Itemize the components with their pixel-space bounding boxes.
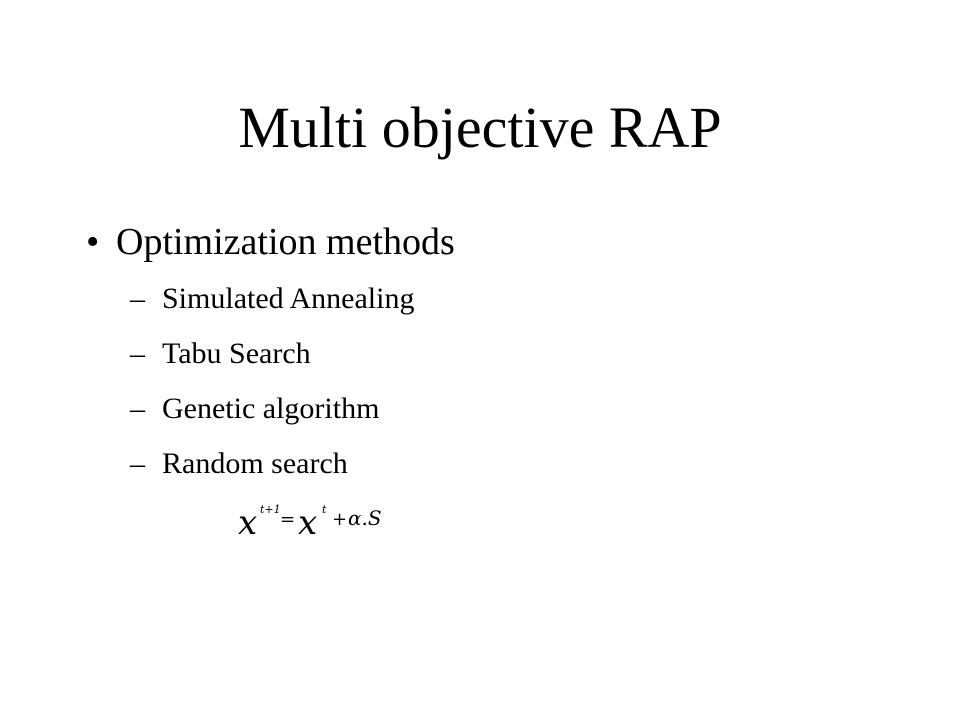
list-item-random-search xyxy=(130,445,414,482)
list-item-tabu-search xyxy=(130,335,414,372)
formula-step-term: α.S xyxy=(348,506,382,530)
list-item-label: Random search xyxy=(162,447,348,480)
formula-rhs-base: x xyxy=(298,503,318,542)
list-item-simulated-annealing xyxy=(130,280,414,317)
formula-plus: + xyxy=(332,509,348,530)
dash-marker: – xyxy=(130,447,145,480)
main-bullet xyxy=(86,218,455,266)
list-item-label: Genetic algorithm xyxy=(162,392,380,425)
list-item-label: Simulated Annealing xyxy=(162,282,415,315)
list-item-genetic-algorithm xyxy=(130,390,414,427)
formula-lhs-superscript: t+1 xyxy=(260,503,281,516)
slide-title: Multi objective RAP xyxy=(238,95,722,160)
main-bullet-text: Optimization methods xyxy=(116,221,455,263)
dash-marker: – xyxy=(130,392,145,425)
dash-marker: – xyxy=(130,282,145,315)
formula-lhs-base: x xyxy=(238,503,258,542)
formula-rhs-superscript: t xyxy=(322,503,327,516)
bullet-marker: • xyxy=(86,221,100,263)
dash-marker: – xyxy=(130,337,145,370)
formula-equals: = xyxy=(280,509,296,530)
update-formula xyxy=(236,492,406,542)
list-item-label: Tabu Search xyxy=(162,337,311,370)
optimization-methods-list xyxy=(130,280,414,500)
